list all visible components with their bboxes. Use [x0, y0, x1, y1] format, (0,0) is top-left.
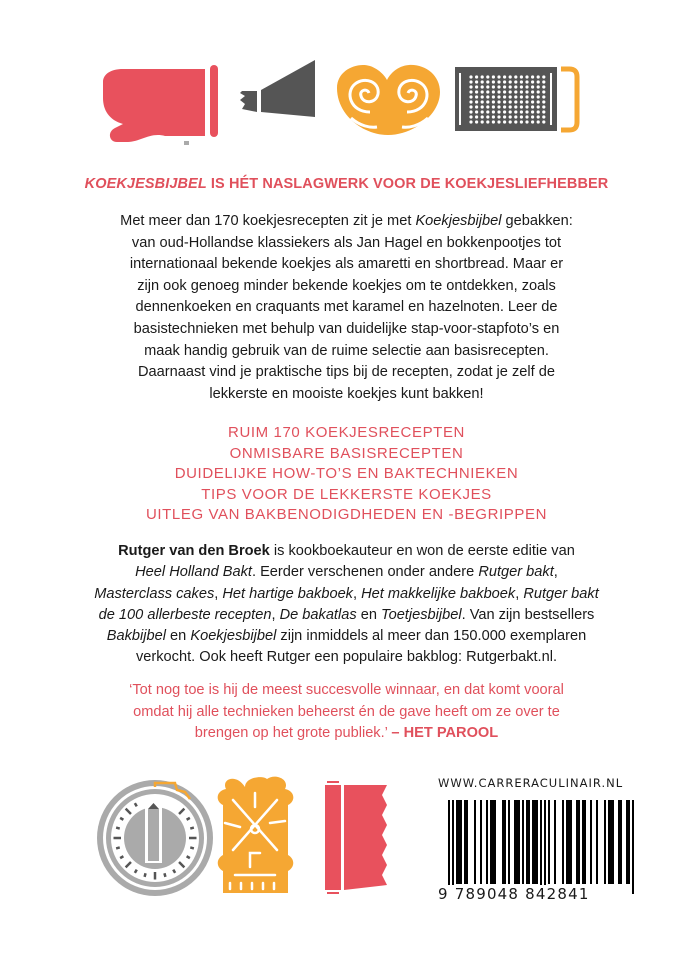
tagline-text: IS HÉT NASLAGWERK VOOR DE KOEKJESLIEFHEBBER — [206, 176, 609, 192]
barcode-bar — [522, 800, 524, 884]
barcode-bar — [494, 800, 496, 884]
oven-timer-icon — [97, 780, 213, 896]
features-line: UITLEG VAN BAKBENODIGDHEDEN EN -BEGRIPPEN — [145, 506, 548, 524]
body-line — [40, 319, 653, 341]
italic-title: Toetjesbijbel — [381, 606, 462, 623]
text: maak handig gebruik van de ruime selectie aan basisrecepten. — [144, 342, 549, 359]
body-line — [40, 362, 653, 384]
text: basistechnieken met behulp van duidelijke stap-voor-stapfoto’s en — [133, 320, 560, 337]
barcode-bar — [618, 800, 620, 884]
barcode-bar — [516, 800, 518, 884]
author-line — [40, 647, 653, 668]
text: lekkerste en mooiste koekjes kunt bakken! — [209, 385, 484, 402]
barcode-bar — [632, 800, 634, 894]
text: Daarnaast vind je praktische tips bij de recepten, zodat je zelf de — [138, 364, 555, 381]
barcode-bar — [502, 800, 504, 884]
barcode-bar — [456, 800, 458, 884]
barcode-bar — [460, 800, 462, 884]
text: , — [515, 585, 524, 602]
barcode-bar — [490, 800, 492, 884]
author-line — [40, 605, 653, 626]
barcode-bar — [610, 800, 612, 884]
barcode-bar — [628, 800, 630, 884]
features-line: ONMISBARE BASISRECEPTEN — [229, 444, 464, 462]
bottom-illustrations — [95, 775, 395, 905]
barcode-bar — [562, 800, 564, 884]
isbn-number: 9 789048 842841 — [438, 885, 590, 903]
text: dennenkoeken en craquants met karamel en hazelnoten. Leer de — [135, 299, 558, 316]
features-line: TIPS VOOR DE LEKKERSTE KOEKJES — [201, 485, 492, 503]
press-quote — [40, 680, 653, 745]
windmill-cookie-icon — [218, 777, 294, 893]
oven-mitt-icon — [103, 65, 218, 145]
barcode-bar — [508, 800, 510, 884]
text: en — [166, 628, 191, 645]
barcode-bar — [554, 800, 556, 884]
barcode-bar — [570, 800, 572, 884]
author-line — [40, 584, 653, 605]
text: zijn inmiddels al meer dan 150.000 exemplaren — [276, 628, 587, 645]
barcode-bar — [596, 800, 598, 884]
barcode-bar — [620, 800, 622, 884]
foil-roll-icon — [325, 781, 387, 894]
author-bio — [40, 541, 653, 669]
barcode-bar — [540, 800, 542, 894]
body-line — [40, 341, 653, 363]
body-line — [40, 297, 653, 319]
italic-title: De bakatlas — [279, 606, 357, 623]
author-line — [40, 562, 653, 583]
body-line — [40, 384, 653, 406]
barcode-bar — [532, 800, 534, 884]
barcode-bar — [590, 800, 592, 884]
description-paragraph — [40, 211, 653, 405]
italic-title: Masterclass cakes — [94, 585, 215, 602]
text: zijn ook genoeg minder bekende koekjes om te ontdekken, zoals — [137, 277, 556, 294]
palmier-cookie-icon — [337, 65, 440, 135]
body-line — [40, 254, 653, 276]
barcode-bar — [566, 800, 568, 884]
barcode-bar — [504, 800, 506, 884]
barcode-bar — [464, 800, 466, 884]
text: , — [214, 585, 223, 602]
barcode-bar — [548, 800, 550, 884]
barcode-bar — [514, 800, 516, 884]
barcode-bar — [492, 800, 494, 884]
barcode-bar — [568, 800, 570, 884]
barcode-bar — [474, 800, 476, 884]
barcode-bar — [626, 800, 628, 884]
text: ‘Tot nog toe is hij de meest succesvolle winnaar, en dat komt vooral — [129, 682, 564, 698]
italic-title: Koekjesbijbel — [415, 213, 502, 229]
tagline-heading — [0, 176, 693, 192]
barcode-bar — [608, 800, 610, 884]
barcode-bar — [536, 800, 538, 884]
barcode-bar — [486, 800, 488, 884]
text: brengen op het grote publiek.’ — [194, 725, 392, 741]
features-line: RUIM 170 KOEKJESRECEPTEN — [228, 424, 465, 441]
quote-line — [40, 702, 653, 724]
text: internationaal bekende koekjes als amaretti en shortbread. Maar er — [129, 256, 564, 273]
text: verkocht. Ook heeft Rutger een populaire bakblog: Rutgerbakt.nl. — [135, 649, 558, 666]
top-illustrations — [95, 60, 595, 145]
italic-title: de 100 allerbeste recepten — [98, 606, 272, 623]
feature-list — [40, 423, 653, 526]
italic-title: Rutger bakt — [523, 585, 599, 602]
text: omdat hij alle technieken beheerst én de gave heeft om ze over te — [133, 703, 560, 720]
text: van oud-Hollandse klassiekers als Jan Hagel en bokkenpootjes tot — [131, 234, 562, 251]
text: , — [352, 585, 362, 602]
author-line — [40, 541, 653, 562]
barcode-bar — [528, 800, 530, 884]
bold-text: Rutger van den Broek — [118, 543, 270, 559]
piping-tip-icon — [240, 60, 315, 117]
body-line — [40, 211, 653, 233]
text: , — [271, 606, 280, 623]
barcode-bar — [582, 800, 584, 884]
bold-text: – HET PAROOL — [391, 725, 499, 741]
barcode-bar — [458, 800, 460, 884]
text: en — [356, 606, 381, 623]
barcode-bar — [466, 800, 468, 884]
text: is kookboekauteur en won de eerste editie van — [269, 543, 575, 559]
barcode-bar — [518, 800, 520, 884]
barcode-bar — [584, 800, 586, 884]
italic-title: Bakbijbel — [106, 628, 166, 645]
barcode-bar — [604, 800, 606, 884]
barcode-bar — [544, 800, 546, 894]
italic-title: Koekjesbijbel — [190, 628, 277, 645]
barcode-bar — [576, 800, 578, 884]
body-line — [40, 233, 653, 255]
features-line: DUIDELIJKE HOW-TO’S EN BAKTECHNIEKEN — [174, 465, 519, 483]
italic-title: Heel Holland Bakt — [135, 564, 252, 581]
barcode-bar — [448, 800, 450, 894]
barcode-bar — [612, 800, 614, 884]
author-line — [40, 626, 653, 647]
publisher-website[interactable]: WWW.CARRERACULINAIR.NL — [438, 776, 624, 790]
barcode-bar — [578, 800, 580, 884]
italic-title: Rutger bakt — [478, 564, 554, 581]
barcode-bar — [534, 800, 536, 884]
text: gebakken: — [501, 213, 573, 229]
book-title: KOEKJESBIJBEL — [84, 176, 207, 192]
italic-title: Het makkelijke bakboek — [361, 585, 516, 602]
barcode-bar — [480, 800, 482, 884]
barcode-bar — [526, 800, 528, 884]
text: Met meer dan 170 koekjesrecepten zit je met — [120, 213, 416, 229]
text: , — [553, 564, 558, 581]
barcode-bar — [452, 800, 454, 894]
body-line — [40, 276, 653, 298]
grater-icon — [455, 67, 577, 131]
quote-line — [40, 723, 653, 745]
text: . Van zijn bestsellers — [461, 606, 595, 623]
italic-title: Het hartige bakboek — [222, 585, 353, 602]
quote-line — [40, 680, 653, 702]
isbn-barcode — [440, 800, 636, 896]
text: . Eerder verschenen onder andere — [251, 564, 479, 581]
